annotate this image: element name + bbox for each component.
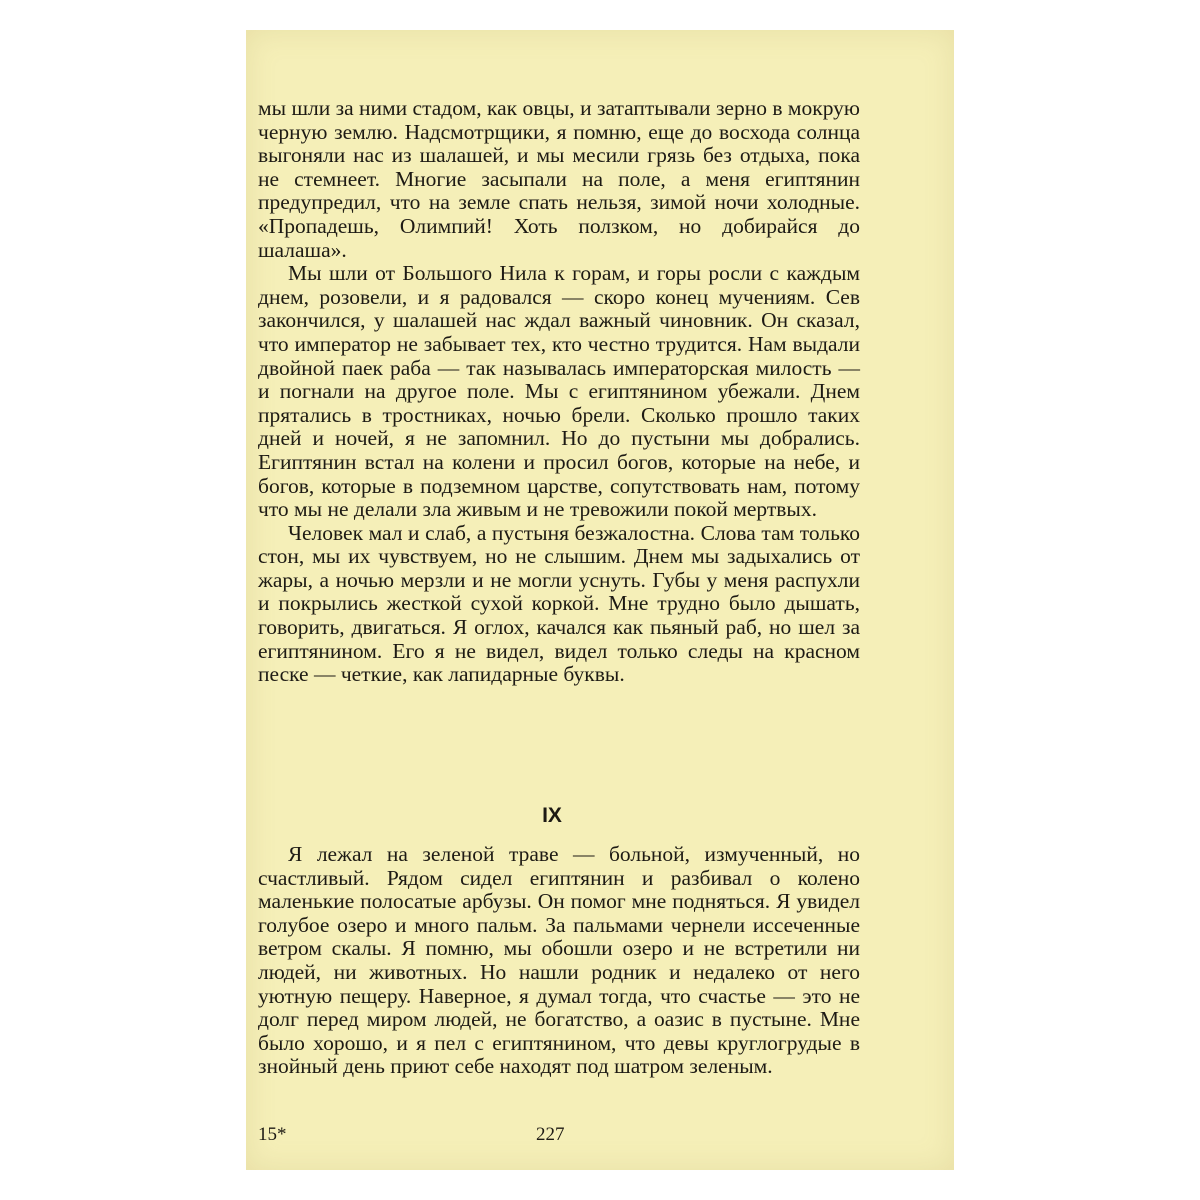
text-section-2 [258, 843, 860, 1079]
paragraph-2: Мы шли от Большого Нила к горам, и горы росли с каждым днем, розовели, и я радовался — скоро конец мучениям. Сев закончился, у шалашей нас ждал важный чиновник. Он сказал, что император не забывает тех, кто честно трудится. Нам выдали двойной паек раба — так называлась императорская милость — и погнали на другое поле. Мы с египтянином убежали. Днем прятались в тростниках, ночью брели. Сколько прошло таких дней и ночей, я не запомнил. Но до пустыни мы добрались. Египтянин встал на колени и просил богов, которые на небе, и богов, которые в подземном царстве, сопутствовать нам, потому что мы не делали зла живым и не тревожили покой мертвых. [258, 261, 860, 522]
signature-mark: 15* [258, 1124, 287, 1145]
page-number: 227 [536, 1124, 565, 1145]
paragraph-4: Я лежал на зеленой траве — больной, измученный, но счастливый. Рядом сидел египтянин и разбивал о колено маленькие полосатые арбузы. Он помог мне подняться. Я увидел голубое озеро и много пальм. За пальмами чернели иссеченные ветром скалы. Я помню, мы обошли озеро и не встретили ни людей, ни животных. Но нашли родник и недалеко от него уютную пещеру. Наверное, я думал тогда, что счастье — это не долг перед миром людей, не богатство, а оазис в пустыне. Мне было хорошо, и я пел с египтянином, что девы круглогрудые в знойный день приют себе находят под шатром зеленым. [258, 842, 860, 1079]
paragraph-3: Человек мал и слаб, а пустыня безжалостна. Слова там только стон, мы их чувствуем, но не слышим. Днем мы задыхались от жары, а ночью мерзли и не могли уснуть. Губы у меня распухли и покрылись жесткой сухой коркой. Мне трудно было дышать, говорить, двигаться. Я оглох, качался как пьяный раб, но шел за египтянином. Его я не видел, видел только следы на красном песке — четкие, как лапидарные буквы. [258, 520, 860, 687]
book-page [246, 30, 954, 1170]
text-section-1 [258, 97, 860, 687]
paragraph-1: мы шли за ними стадом, как овцы, и затаптывали зерно в мокрую черную землю. Надсмотрщики, я помню, еще до восхода солнца выгоняли нас из шалашей, и мы месили грязь без отдыха, пока не стемнеет. Многие засыпали на поле, а меня египтянин предупредил, что на земле спать нельзя, зимой ночи холодные. «Пропадешь, Олимпий! Хоть ползком, но добирайся до шалаша». [258, 96, 860, 262]
chapter-heading: IX [542, 804, 562, 827]
